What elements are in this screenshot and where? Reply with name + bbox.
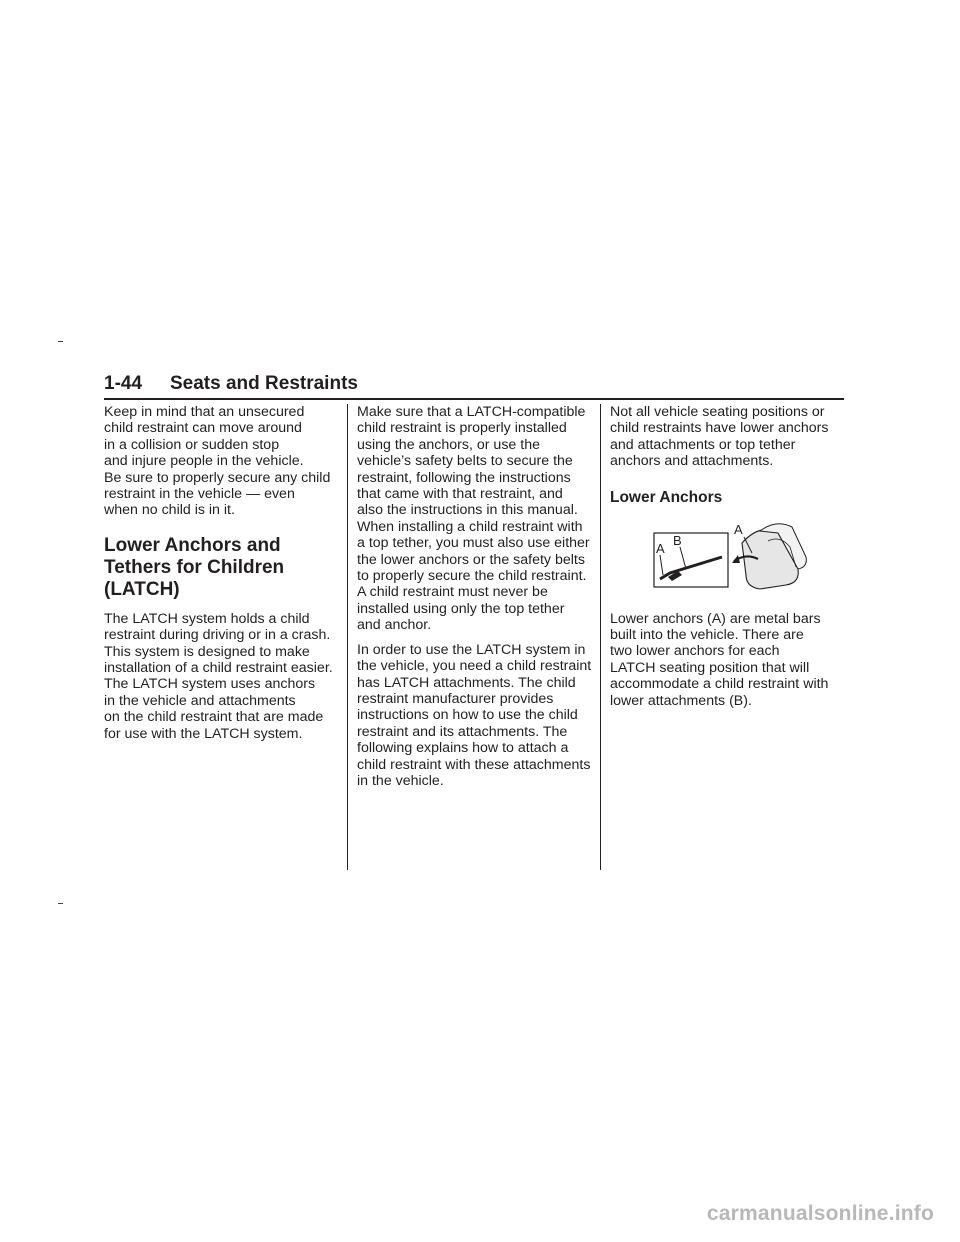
latch-heading: Lower Anchors and Tethers for Children (LATCH)	[104, 534, 285, 600]
column-divider-2	[600, 404, 601, 870]
column-1-paragraph-2: The LATCH system holds a child restraint during driving or in a crash. This system is designed to make installation of a child restraint easier. The LATCH system uses anchors in the vehicle and attachments on the child restraint that are made for use with the LATCH system.	[104, 610, 333, 742]
callout-arrowhead	[732, 555, 740, 563]
crop-mark-top	[58, 341, 63, 342]
column-2	[357, 404, 593, 797]
column-divider-1	[347, 404, 348, 870]
column-3-paragraph-2: Lower anchors (A) are metal bars built into the vehicle. There are two lower anchors for each LATCH seating position that will accommodate a child restraint with lower attachments (B).	[610, 610, 829, 709]
label-a-inset: A	[656, 540, 665, 556]
lower-anchors-diagram	[610, 513, 846, 601]
column-3	[610, 404, 846, 717]
section-title: Seats and Restraints	[170, 373, 358, 394]
label-a-seat: A	[734, 521, 743, 537]
column-3-paragraph-1: Not all vehicle seating positions or child restraints have lower anchors and attachments or top tether anchors and attachments.	[610, 404, 829, 470]
column-1-paragraph-1: Keep in mind that an unsecured child restraint can move around in a collision or sudden stop and injure people in the vehicle. Be sure to properly secure any child restraint in the vehicle — even when no child is in it.	[104, 404, 331, 519]
watermark: carmanualsonline.info	[706, 1202, 934, 1225]
lower-anchors-illustration	[610, 513, 846, 601]
page-header	[104, 372, 844, 400]
column-1	[104, 404, 340, 750]
lower-anchors-heading: Lower Anchors	[610, 488, 723, 506]
page-number: 1-44	[104, 373, 143, 394]
column-2-paragraph-2: In order to use the LATCH system in the vehicle, you need a child restraint has LATCH attachments. The child restraint manufacturer provides instructions on how to use the child restraint and its attachments. The following explains how to attach a child restraint with these attachments in the vehicle.	[357, 641, 592, 789]
crop-mark-bottom	[58, 903, 63, 904]
column-2-paragraph-1: Make sure that a LATCH-compatible child restraint is properly installed using the anchors, or use the vehicle’s safety belts to secure the restraint, following the instructions that came with that restraint, and also the instructions in this manual. When installing a child restraint with a top tether, you must also use either the lower anchors or the safety belts to properly secure the child restraint. A child restraint must never be installed using only the top tether and anchor.	[357, 404, 590, 634]
label-b: B	[673, 532, 682, 548]
